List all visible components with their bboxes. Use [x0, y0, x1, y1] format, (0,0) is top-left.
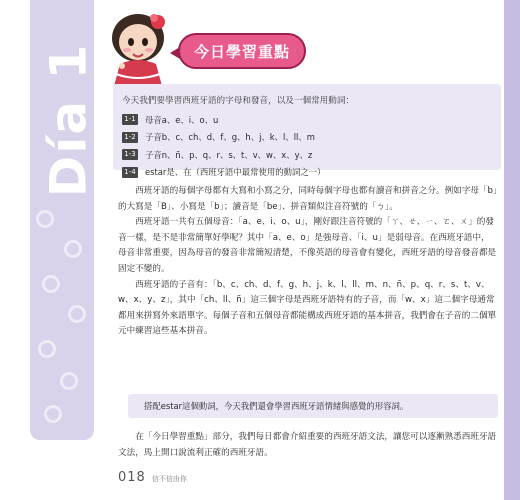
- item-text: 子音b、c、ch、d、f、g、h、j、k、l、ll、m: [145, 132, 315, 143]
- closing-text: [118, 430, 498, 461]
- flower-icon: [42, 275, 60, 293]
- highlight-text: 搭配estar這個動詞，今天我們還會學習西班牙語情緒與感覺的形容詞。: [144, 401, 409, 411]
- flower-icon: [44, 405, 62, 423]
- highlight-box: [128, 394, 498, 418]
- item-number-badge: 1-1: [122, 114, 138, 125]
- footer-text: 信不信由你: [151, 475, 187, 483]
- body-text: [118, 184, 498, 340]
- paragraph: 西班牙語的子音有：「b、c、ch、d、f、g、h、j、k、l、ll、m、n、ñ、p、q、r、s、t、v、w、x、y、z」，其中「ch、ll、ñ」這三個字母是西班牙語特有的子音，而「w、x」這二個字母通常都用來拼寫外來語單字。每個子音和五個母音都能構成西班牙語的基本拼音，我們會在子音的二個單元中練習這些基本拼音。: [118, 279, 497, 337]
- flower-icon: [68, 305, 86, 323]
- day-label: Día 1: [39, 42, 97, 198]
- item-number-badge: 1-3: [122, 149, 138, 160]
- item-text: 母音a、e、i、o、u: [145, 114, 219, 125]
- flower-icon: [60, 372, 78, 390]
- paragraph: 在「今日學習重點」部分，我們每日都會介紹重要的西班牙語文法，讓您可以逐漸熟悉西班牙語文法，馬上開口說流利正確的西班牙語。: [118, 432, 497, 458]
- item-text: 子音n、ñ、p、q、r、s、t、v、w、x、y、z: [145, 149, 313, 160]
- intro-text: 今天我們要學習西班牙語的字母和發音，以及一個常用動詞：: [122, 96, 355, 106]
- paragraph: 西班牙語的每個字母都有大寫和小寫之分，同時每個字母也都有讀音和拼音之分。例如字母「b」的大寫是「B」、小寫是「b」；讀音是「be」、拼音類似注音符號的「ㄅ」。: [118, 186, 498, 212]
- page-title: 今日學習重點: [193, 42, 290, 61]
- list-item: [122, 130, 326, 145]
- list-item: [122, 165, 326, 180]
- item-text: estar是、在（西班牙語中最常使用的動詞之一）: [145, 167, 326, 178]
- lesson-list: [122, 112, 326, 182]
- page-footer: [118, 470, 187, 485]
- list-item: [122, 112, 326, 127]
- edge-decoration: [504, 0, 520, 500]
- flower-icon: [36, 210, 54, 228]
- item-number-badge: 1-4: [122, 167, 138, 178]
- flower-icon: [38, 340, 56, 358]
- flower-icon: [64, 240, 82, 258]
- list-item: [122, 147, 326, 162]
- page-number: 018: [118, 470, 146, 485]
- paragraph: 西班牙語一共有五個母音：「a、e、i、o、u」，剛好跟注音符號的「ㄚ、ㄝ、ㄧ、ㄛ、ㄨ」的發音一樣，是不是非常簡單好學呢？其中「a、e、o」是強母音、「i、u」是弱母音。在西班牙語中，母音非常重要，因為母音的發音非常簡短清楚，不像英語的母音會有變化，西班牙語的母音發音都是固定不變的。: [118, 217, 497, 274]
- title-bubble: [178, 33, 306, 69]
- item-number-badge: 1-2: [122, 132, 138, 143]
